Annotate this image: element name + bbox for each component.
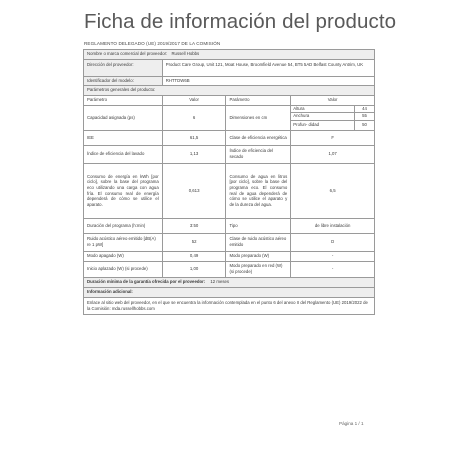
params-heading-row [84, 86, 375, 96]
iee-value: 61,5 [162, 130, 226, 145]
noise-label: Ruido acústico aéreo emitido [dB(A) re 1 pW] [84, 233, 163, 251]
off-mode-row [84, 251, 375, 261]
noise-class-label: Clase de ruido acústico aéreo emitido [226, 233, 291, 251]
dimension-row [291, 113, 374, 121]
supplier-name-label: Nombre o marca comercial del proveedor: [87, 51, 168, 57]
warranty-cell [84, 277, 375, 287]
supplier-address-label: Dirección del proveedor: [84, 59, 163, 76]
network-standby-value: - [291, 261, 375, 277]
duration-label: Duración del programa (h:min) [84, 218, 163, 233]
consumption-row [84, 163, 375, 218]
additional-heading-row [84, 287, 375, 297]
depth-label: Profun- didad [293, 122, 320, 128]
header-param-2: Parámetro [226, 95, 291, 105]
page-title: Ficha de información del producto [84, 10, 397, 33]
energy-class-value: F [291, 130, 375, 145]
energy-class-label: Clase de eficiencia energética [226, 130, 291, 145]
supplier-name-value: Russell Hobbs [171, 51, 200, 57]
duration-value: 3:50 [162, 218, 226, 233]
iee-label: IEE [84, 130, 163, 145]
additional-text: Enlace al sitio web del proveedor, en el que se encuentra la información contemplada en el punto 6 del anexo II del Reglamento (UE) 2019/2022 de la Comisión: mda.russellhobbs.com [84, 297, 375, 314]
params-heading: Parámetros generales del producto: [84, 86, 375, 96]
width-value: 55 [355, 113, 374, 121]
capacity-row [84, 105, 375, 130]
dimension-row [291, 120, 374, 130]
energy-consumption-label: Consumo de energía en kWh [por ciclo], sobre la base del programa eco utilizando una carga con agua fría. El consumo real de energía dependerá de cómo se utilice el aparato. [84, 163, 163, 218]
off-mode-value: 0,49 [162, 251, 226, 261]
delay-start-value: 1,00 [162, 261, 226, 277]
model-row [84, 76, 375, 86]
page-number: Página 1 / 1 [339, 421, 364, 426]
dimension-row [291, 106, 374, 113]
capacity-value: 6 [162, 105, 226, 130]
energy-consumption-value: 0,613 [162, 163, 226, 218]
dry-index-label: Índice de eficiencia del secado [226, 145, 291, 163]
supplier-name-cell [84, 50, 375, 60]
header-value-2: Valor [291, 95, 375, 105]
supplier-address-value: Product Care Group, Unit 121, Moat House, Broomfield Avenue 54, BT5 5AD Belfast County Antrim, UK [162, 59, 374, 76]
dimensions-label: Dimensiones en cm [226, 105, 291, 130]
noise-value: 52 [162, 233, 226, 251]
supplier-name-row [84, 50, 375, 60]
iee-row [84, 130, 375, 145]
header-param: Parámetro [84, 95, 163, 105]
warranty-label: Duración mínima de la garantía ofrecida por el proveedor: [87, 279, 206, 285]
depth-value: 50 [355, 120, 374, 130]
warranty-value: 12 meses [210, 279, 230, 285]
warranty-row [84, 277, 375, 287]
wash-dry-row [84, 145, 375, 163]
water-consumption-value: 6,5 [291, 163, 375, 218]
off-mode-label: Modo apagado (W) [84, 251, 163, 261]
height-label: Altura [291, 106, 354, 113]
height-value: 44 [355, 106, 374, 113]
header-row [84, 95, 375, 105]
product-sheet-table [83, 49, 375, 315]
model-label: Identificador del modelo: [84, 76, 163, 86]
dimensions-cell [291, 105, 375, 130]
noise-row [84, 233, 375, 251]
dry-index-value: 1,07 [291, 145, 375, 163]
standby-label: Modo preparado (W) [226, 251, 291, 261]
delay-row [84, 261, 375, 277]
model-value: RHTTDW6B [162, 76, 374, 86]
noise-class-value: D [291, 233, 375, 251]
width-label: Anchura [291, 113, 354, 121]
additional-heading: Información adicional: [84, 287, 375, 297]
type-value: de libre instalación [291, 218, 375, 233]
standby-value: - [291, 251, 375, 261]
type-label: Tipo [226, 218, 291, 233]
regulation-subtitle: REGLAMENTO DELEGADO (UE) 2019/2017 DE LA COMISIÓN [84, 41, 221, 46]
wash-index-label: Índice de eficiencia del lavado [84, 145, 163, 163]
header-value: Valor [162, 95, 226, 105]
delay-start-label: Inicio aplazado (W) (si procede) [84, 261, 163, 277]
additional-text-row [84, 297, 375, 314]
supplier-address-row [84, 59, 375, 76]
capacity-label: Capacidad asignada (ps) [84, 105, 163, 130]
duration-row [84, 218, 375, 233]
dimensions-subtable [291, 106, 374, 130]
water-consumption-label: Consumo de agua en litros [por ciclo], sobre la base del programa eco. El consumo real de agua dependerá de cómo se utilice el aparato y de la dureza del agua. [226, 163, 291, 218]
wash-index-value: 1,13 [162, 145, 226, 163]
network-standby-label: Modo preparado en red (W) (si procede) [226, 261, 291, 277]
